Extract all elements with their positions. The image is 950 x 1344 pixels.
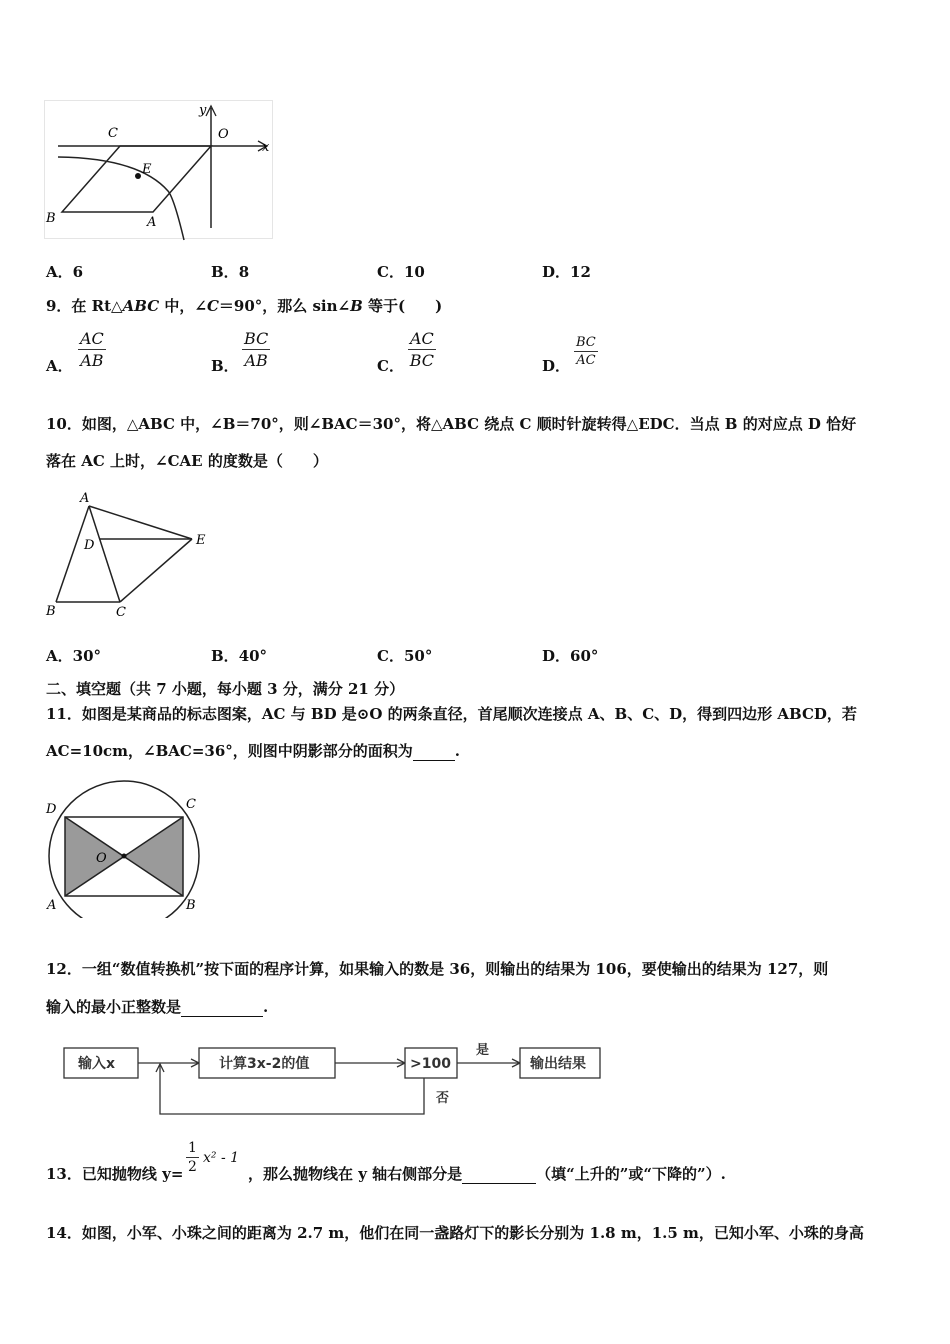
q10-figure xyxy=(44,488,214,620)
q10-option-a: A．30° xyxy=(46,647,102,665)
label-c: C xyxy=(116,605,126,620)
q9-option-d-fraction: $\frac{BC}{AC}$ xyxy=(576,335,596,368)
section-2-title: 二、填空题（共 7 小题，每小题 3 分，满分 21 分） xyxy=(46,680,405,698)
q12-flowchart xyxy=(56,1036,608,1122)
q11-answer-blank[interactable] xyxy=(413,742,455,761)
q8-option-b: B．8 xyxy=(211,263,250,281)
q13-fraction: $\frac{1}{2}$ xyxy=(188,1140,197,1175)
seg-ae xyxy=(89,506,192,539)
label-e: E xyxy=(142,162,152,177)
q9-question: 9．在 Rt△ABC 中，∠C＝90°，那么 sin∠B 等于( ) xyxy=(46,297,443,315)
q9-option-a-letter: A． xyxy=(46,357,73,375)
label-x: x xyxy=(262,140,270,155)
q12-question-line1: 12．一组“数值转换机”按下面的程序计算，如果输入的数是 36，则输出的结果为 106，要使输出的结果为 127，则 xyxy=(46,960,829,978)
q9-option-a-fraction: $\frac{AC}{AB}$ xyxy=(80,329,104,370)
q12-question-line2: 输入的最小正整数是 . xyxy=(46,998,269,1016)
label-b: B xyxy=(186,898,196,913)
label-b: B xyxy=(46,211,56,226)
q14-question-line1: 14．如图，小军、小珠之间的距离为 2.7 m，他们在同一盏路灯下的影长分别为 1.8 m，1.5 m，已知小军、小珠的身高 xyxy=(46,1224,864,1242)
label-c: C xyxy=(108,126,118,141)
q8-figure xyxy=(44,100,276,242)
flow-compute-label: 计算3x-2的值 xyxy=(219,1056,310,1072)
q10-question-line2: 落在 AC 上时，∠CAE 的度数是（ ） xyxy=(46,452,328,470)
label-d: D xyxy=(46,802,57,817)
q9-option-b-fraction: $\frac{BC}{AB}$ xyxy=(244,329,269,370)
q9-option-b-letter: B． xyxy=(211,357,239,375)
label-d: D xyxy=(84,538,95,553)
q8-option-d: D．12 xyxy=(542,263,591,281)
q9-option-d-letter: D． xyxy=(542,357,571,375)
label-y: y xyxy=(199,103,207,118)
q8-option-a: A．6 xyxy=(46,263,84,281)
q8-figure-border xyxy=(45,101,273,239)
q10-question-line1: 10．如图，△ABC 中，∠B＝70°，则∠BAC＝30°，将△ABC 绕点 C 顺时针旋转得△EDC．当点 B 的对应点 D 恰好 xyxy=(46,415,857,433)
label-o: O xyxy=(218,127,229,142)
q11-question-line1: 11．如图是某商品的标志图案，AC 与 BD 是⊙O 的两条直径，首尾顺次连接点 A、B、C、D，得到四边形 ABCD，若 xyxy=(46,705,857,723)
q13-answer-blank[interactable] xyxy=(462,1165,536,1184)
q11-question-line2: AC=10cm，∠BAC=36°，则图中阴影部分的面积为 . xyxy=(46,742,461,760)
q10-option-b: B．40° xyxy=(211,647,268,665)
q13-expression-tail: x² - 1 xyxy=(203,1150,240,1166)
flow-compare-label: >100 xyxy=(410,1056,451,1072)
flow-yes-label: 是 xyxy=(476,1043,490,1058)
label-b: B xyxy=(46,604,56,619)
q9-option-c-fraction: $\frac{AC}{BC}$ xyxy=(409,329,435,370)
q9-option-c-letter: C． xyxy=(377,357,404,375)
label-a: A xyxy=(80,491,90,506)
q10-option-d: D．60° xyxy=(542,647,599,665)
label-a: A xyxy=(147,215,157,230)
q10-option-c: C．50° xyxy=(377,647,433,665)
q8-option-c: C．10 xyxy=(377,263,425,281)
flow-output-label: 输出结果 xyxy=(530,1056,586,1072)
center-o xyxy=(122,854,127,859)
label-o: O xyxy=(96,851,107,866)
label-e: E xyxy=(196,533,206,548)
q13-question-rest: ，那么抛物线在 y 轴右侧部分是 （填“上升的”或“下降的”）. xyxy=(248,1165,726,1183)
point-e xyxy=(135,173,141,179)
label-a: A xyxy=(47,898,57,913)
parallelogram-obca xyxy=(62,146,211,212)
seg-ab xyxy=(56,506,89,602)
flow-input-label: 输入x xyxy=(78,1056,116,1072)
seg-ec xyxy=(120,539,192,602)
label-c: C xyxy=(186,797,196,812)
q12-answer-blank[interactable] xyxy=(181,998,263,1017)
flow-no-label: 否 xyxy=(436,1091,450,1106)
q13-question-prefix: 13．已知抛物线 y= xyxy=(46,1165,184,1183)
seg-ac xyxy=(89,506,120,602)
q11-figure xyxy=(44,778,208,918)
